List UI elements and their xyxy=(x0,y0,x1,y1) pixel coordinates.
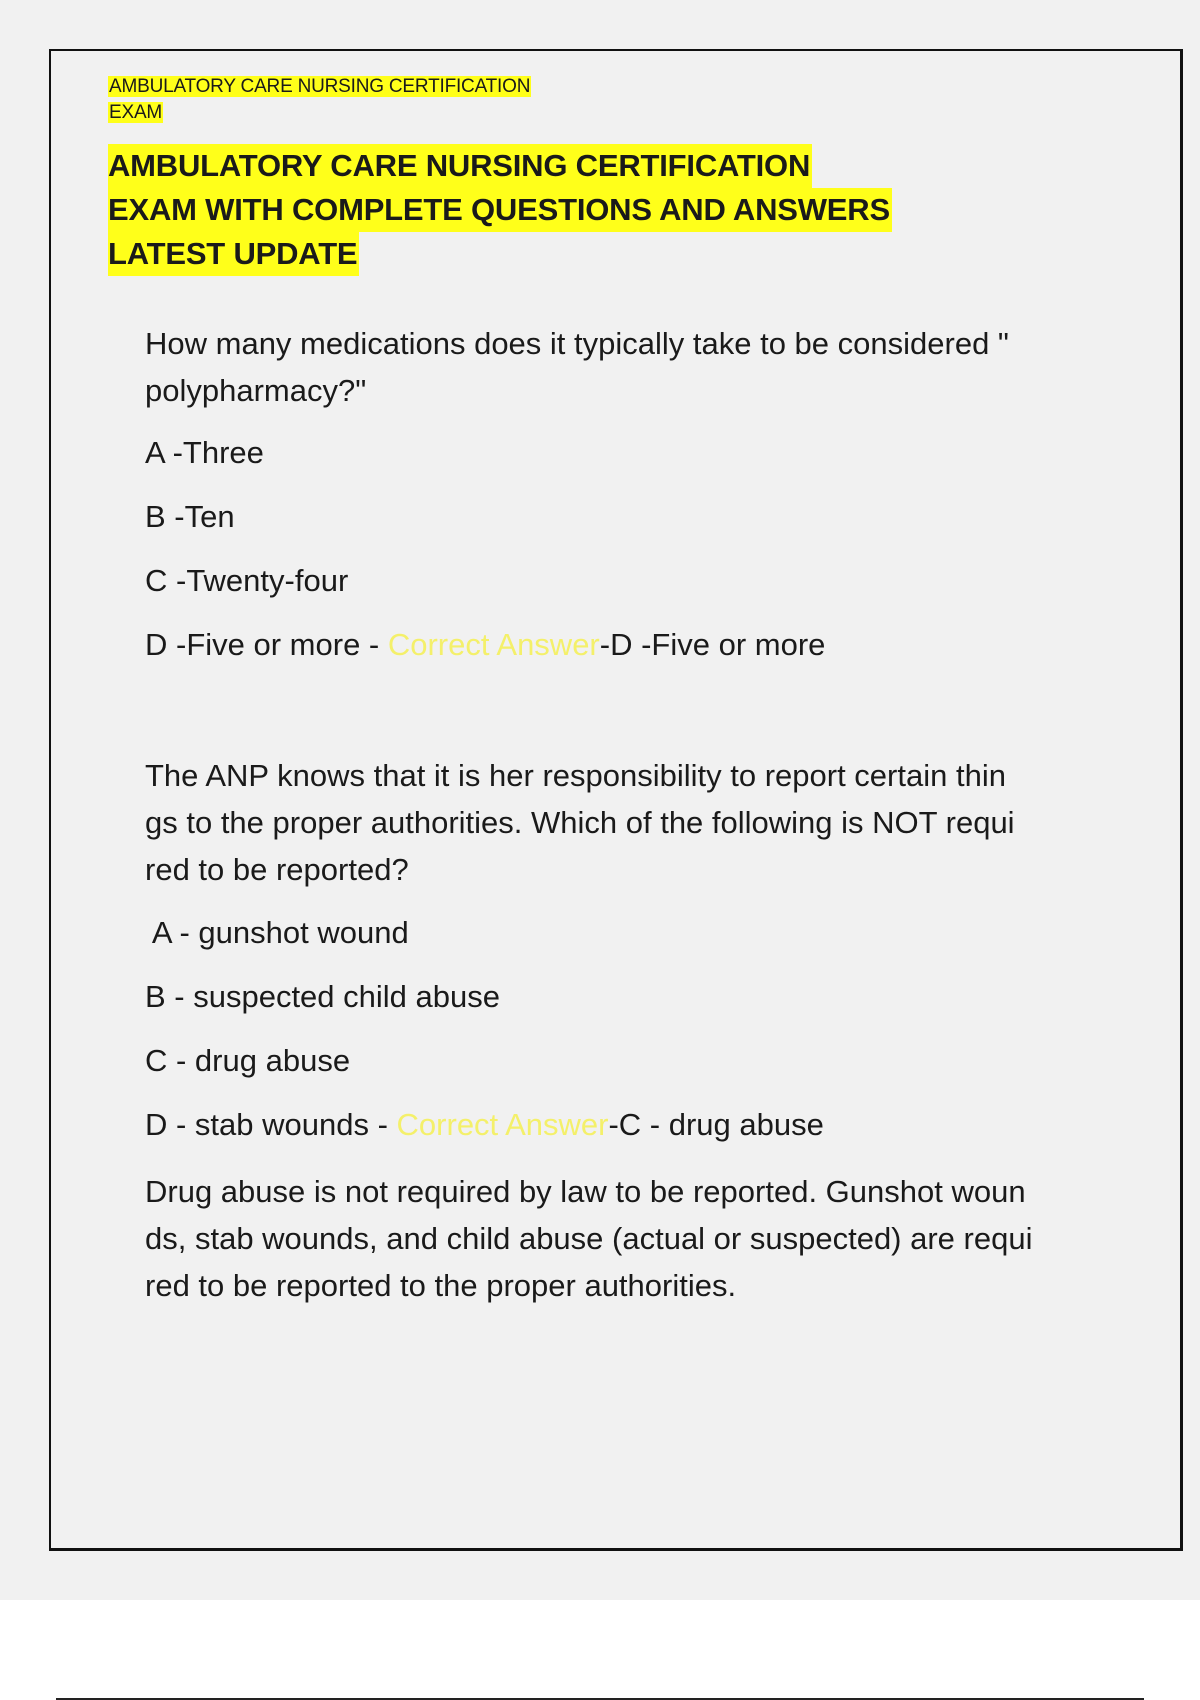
question-1-option-a: A -Three xyxy=(145,435,264,470)
question-1-correct-value: -D -Five or more xyxy=(599,627,826,662)
title-line-1: AMBULATORY CARE NURSING CERTIFICATION xyxy=(108,144,812,188)
question-2-correct-value: -C - drug abuse xyxy=(608,1107,824,1142)
question-1-option-d-row xyxy=(145,625,825,665)
question-1-option-d: D -Five or more - xyxy=(145,627,388,662)
title-line-2: EXAM WITH COMPLETE QUESTIONS AND ANSWERS xyxy=(108,188,892,232)
question-1-text xyxy=(145,320,1095,414)
question-2-line-3: red to be reported? xyxy=(145,852,409,887)
question-1-line-2: polypharmacy?" xyxy=(145,373,367,408)
question-2-correct-label: Correct Answer xyxy=(396,1107,609,1142)
explanation-line-1: Drug abuse is not required by law to be reported. Gunshot woun xyxy=(145,1174,1026,1209)
question-1-option-c: C -Twenty-four xyxy=(145,563,349,598)
question-1-line-1: How many medications does it typically take to be considered " xyxy=(145,326,1009,361)
question-2-line-2: gs to the proper authorities. Which of the following is NOT requi xyxy=(145,805,1015,840)
question-2-option-a: A - gunshot wound xyxy=(145,915,409,950)
header-line-2: EXAM xyxy=(109,102,163,123)
question-1-option-b: B -Ten xyxy=(145,499,235,534)
document-header xyxy=(108,74,531,126)
question-1-correct-label: Correct Answer xyxy=(387,627,600,662)
question-2-option-d: D - stab wounds - xyxy=(145,1107,397,1142)
page-title xyxy=(108,144,892,276)
question-2-option-c: C - drug abuse xyxy=(145,1043,351,1078)
header-line-1: AMBULATORY CARE NURSING CERTIFICATION xyxy=(109,76,531,97)
title-line-3: LATEST UPDATE xyxy=(108,232,359,276)
question-2-option-b: B - suspected child abuse xyxy=(145,979,500,1014)
question-2-option-d-row xyxy=(145,1105,824,1145)
question-2-line-1: The ANP knows that it is her responsibility to report certain thin xyxy=(145,758,1006,793)
question-2-explanation xyxy=(145,1168,1095,1309)
explanation-line-3: red to be reported to the proper authorities. xyxy=(145,1268,737,1303)
question-2-text xyxy=(145,752,1095,893)
explanation-line-2: ds, stab wounds, and child abuse (actual or suspected) are requi xyxy=(145,1221,1033,1256)
